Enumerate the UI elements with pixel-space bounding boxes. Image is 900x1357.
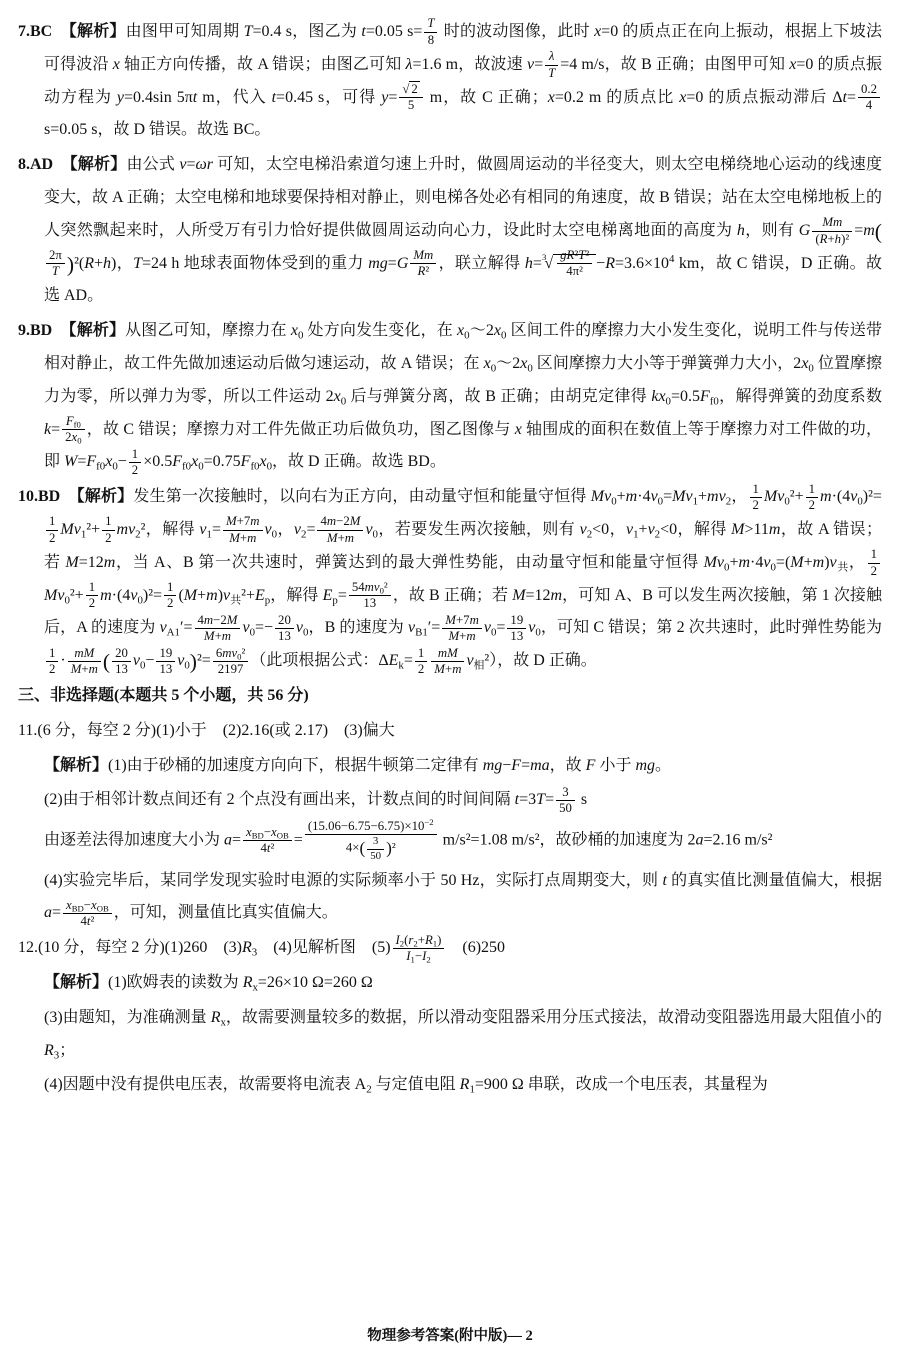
question-8-solution: 8.AD 【解析】由公式 v=ωr 可知，太空电梯沿索道匀速上升时，做圆周运动的半径变大，则太空电梯绕地心运动的线速度变大，故 A 正确；太空电梯和地球要保持相对静止，则电梯各处必有相同的角速度，故 B 错误；站在太空电梯地板上的人突然飘起来时，人所受万有引力恰好提供做圆周运动向心力，设此时太空电梯离地面的高度为 h，则有 G $\frac{Mm}{\text{(R+h)²}}$ =m( $\frac{2\pi}{T}$ )²(R+h)，T=24 h 地球表面物体受到的重力 mg=G $\frac{Mm}{\text{R²}}$ ，联立解得 h=$^3$ √ $\frac{\text{gR²T²}}{\text{4π²}}$ $-R=3.6\times 10^4$ km，故 C 错误，D 正确。故选 AD。 <box>18 149 882 313</box>
question-12-explanation-1: 【解析】(1)欧姆表的读数为 $R_x=26\times 10$ Ω=260 Ω <box>44 973 373 994</box>
question-11-answer-line: 11.(6 分，每空 2 分)(1)小于 (2)2.16(或 2.17) (3)偏大 <box>18 721 395 739</box>
section-3-header: 三、非选择题(本题共 5 个小题，共 56 分) <box>18 686 309 704</box>
question-12-explanation-3: (3)由题知，为准确测量 $R_x$，故需要测量较多的数据，所以滑动变阻器采用分压式接法，故滑动变阻器选用最大阻值小的 $R_3$； <box>44 1008 882 1061</box>
question-7-solution: 7.BC 【解析】由图甲可知周期 T=0.4 s，图乙为 t=0.05 s= $\frac{T}{8}$ 时的波动图像，此时 x=0 的质点正在向上振动，根据上下坡法可得波沿 x 轴正方向传播，故 A 错误；由图乙可知 λ=1.6 m，故波速 v= $\frac{\lambda}{T}$ =4 m/s，故 B 正确；由图甲可知 x=0 的质点振动方程为 y=0.4sin 5πt m，代入 t=0.45 s，可得 y= √ $\frac{2}{5}$ m，故 C 正确；x=0.2 m 的质点比 x=0 的质点振动滞后 Δt= $\frac{0.2}{4}$ s=0.05 s，故 D 错误。故选 BC。 <box>18 16 882 147</box>
question-11-explanation-acceleration: 由逐差法得加速度大小为 a= $x_{BD}-x_{OB}$ 4t² = $(15.06-6.75-6.75)\times 10^{-2}$ 4×( $\frac{3}{50}$ )² m/s²=1.08 m/s²，故砂桶的加速度为 2a=2.16 m/s² <box>44 817 773 862</box>
question-12-answer-line: 12.(10 分，每空 2 分)(1)260 $(3)R_3$ (4)见解析图 (5) $\frac{I_2(r_2+R_1)}{I_1-I_2}$ (6)250 <box>18 932 506 965</box>
question-9-solution: 9.BD 【解析】从图乙可知，摩擦力在 $x_0$ 处方向发生变化，在 $x_0\sim 2x_0$ 区间工件的摩擦力大小发生变化，说明工件与传送带相对静止，故工件先做加速运动后做匀速运动，故 A 错误；在 $x_0\sim 2x_0$ 区间摩擦力大小等于弹簧弹力大小，$2x_0$ 位置摩擦力为零，所以弹力为零，所以工件运动 $2x_0$ 后与弹簧分离，故 B 正确；由胡克定律得 $kx_0=0.5F_{f0}$，解得弹簧的劲度系数 k= $\frac{F_{f0}}{2x_0}$ ，故 C 错误；摩擦力对工件先做正功后做负功，图乙图像与 x 轴围成的面积在数值上等于摩擦力对工件做的功，即 $W=F_{f0}x_0-$ $\frac{1}{2}$ $\times 0.5F_{f0}x_0=0.75F_{f0}x_0$，故 D 正确。故选 BD。 <box>18 322 882 478</box>
question-11-explanation-1: 【解析】(1)由于砂桶的加速度方向向下，根据牛顿第二定律有 mg−F=ma，故 F 小于 mg。 <box>44 756 672 774</box>
question-11-explanation-2: (2)由于相邻计数点间还有 2 个点没有画出来，计数点间的时间间隔 t=3T= $\frac{3}{50}$ s <box>44 784 588 816</box>
question-10-solution: 10.BD 【解析】发生第一次接触时，以向右为正方向，由动量守恒和能量守恒得 $Mv_0+m\cdot 4v_0=Mv_1+mv_2$， $\frac{1}{2}$ $Mv_0^2+$ $\frac{1}{2}$ $m\cdot(4v_0)^2=$ $\frac{1}{2}$ $Mv_1^2+$ $\frac{1}{2}$ $mv_2^2$，解得 $v_1=$ $\frac{M+7m}{M+m}$ $v_0$，$v_2=$ $\frac{4m-2M}{M+m}$ $v_0$，若要发生两次接触，则有 $v_2<0$，$v_1+v_2<0$，解得 M>11m，故 A 错误；若 M=12m，当 A、B 第一次共速时，弹簧达到的最大弹性势能，由动量守恒和能量守恒得 $Mv_0+m\cdot 4v_0=(M+m)v_共$， $\frac{1}{2}$ $Mv_0^2+$ $\frac{1}{2}$ $m\cdot(4v_0)^2=$ $\frac{1}{2}$ $(M+m)v_共^2+E_p$，解得 $E_p=$ $\frac{54mv_0^2}{13}$ ，故 B 正确；若 M=12m，可知 A、B 可以发生两次接触，第 1 次接触后，A 的速度为 $v_{A1}'=$ $\frac{4m-2M}{M+m}$ $v_0=-$ $\frac{20}{13}$ $v_0$，B 的速度为 $v_{B1}'=$ $\frac{M+7m}{M+m}$ $v_0=$ $\frac{19}{13}$ $v_0$，可知 C 错误；第 2 次共速时，此时弹性势能为 $\frac{1}{2}$ · $\frac{mM}{M+m}$ ( $\frac{20}{13}$ $v_0-$ $\frac{19}{13}$ $v_0)^2=$ $\frac{6mv_0^2}{2197}$ （此项根据公式：$\Delta E_k=$ $\frac{1}{2}$ $\frac{mM}{M+m}$ $v_相^2$），故 D 正确。 <box>18 481 882 676</box>
question-11-explanation-4: (4)实验完毕后，某同学发现实验时电源的实际频率小于 50 Hz，实际打点周期变大，则 t 的真实值比测量值偏大，根据 a= $x_{BD}-x_{OB}$ 4t² ，可知，测量值比真实值偏大。 <box>44 871 882 929</box>
question-12-explanation-4: (4)因题中没有提供电压表，故需要将电流表 $A_2$ 与定值电阻 $R_1=900$ Ω 串联，改成一个电压表，其量程为 <box>44 1076 768 1096</box>
footer-page-label: 物理参考答案(附中版)— 2 <box>367 1328 533 1344</box>
